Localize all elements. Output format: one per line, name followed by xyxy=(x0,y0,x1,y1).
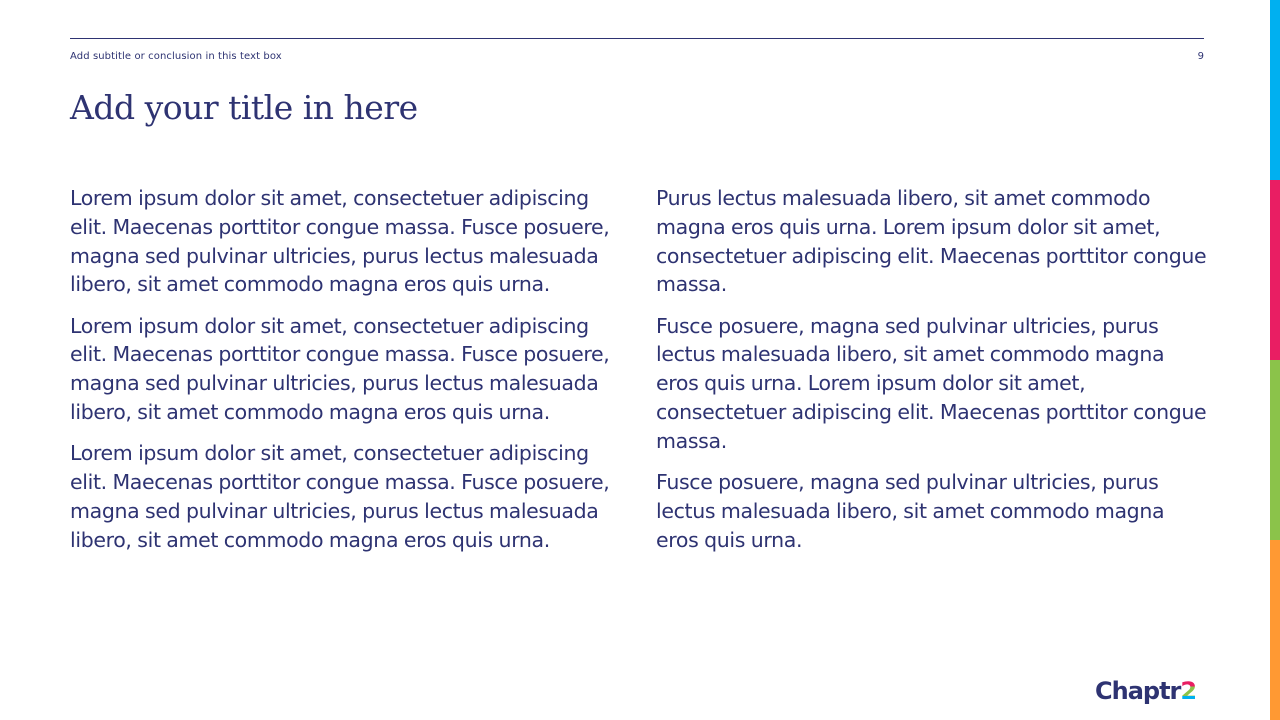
header-divider xyxy=(70,38,1204,39)
page-number: 9 xyxy=(1197,51,1204,62)
right-text-column xyxy=(656,184,1208,567)
stripe-pink xyxy=(1270,180,1280,360)
color-stripe-bar xyxy=(1270,0,1280,720)
logo-wordmark: Chaptr xyxy=(1095,677,1181,705)
left-paragraph-3: Lorem ipsum dolor sit amet, consectetuer adipiscing elit. Maecenas porttitor congue massa. Fusce posuere, magna sed pulvinar ultricies, purus lectus malesuada libero, sit amet commodo magna eros quis urna. xyxy=(70,441,610,552)
chaptr2-logo xyxy=(1095,677,1196,711)
slide-subtitle: Add subtitle or conclusion in this text box xyxy=(70,51,282,62)
right-paragraph-3: Fusce posuere, magna sed pulvinar ultricies, purus lectus malesuada libero, sit amet commodo magna eros quis urna. xyxy=(656,470,1165,552)
left-paragraph-2: Lorem ipsum dolor sit amet, consectetuer adipiscing elit. Maecenas porttitor congue massa. Fusce posuere, magna sed pulvinar ultricies, purus lectus malesuada libero, sit amet commodo magna eros quis urna. xyxy=(70,313,610,425)
stripe-green xyxy=(1270,360,1280,540)
right-paragraph-2: Fusce posuere, magna sed pulvinar ultricies, purus lectus malesuada libero, sit amet commodo magna eros quis urna. Lorem ipsum dolor sit amet, consectetuer adipiscing elit. Maecenas porttitor congue massa. xyxy=(656,313,1207,453)
logo-digit: 2 xyxy=(1180,677,1197,705)
slide-title: Add your title in here xyxy=(70,88,418,127)
right-paragraph-1: Purus lectus malesuada libero, sit amet commodo magna eros quis urna. Lorem ipsum dolor sit amet, consectetuer adipiscing elit. Maecenas porttitor congue massa. xyxy=(656,186,1207,297)
stripe-blue xyxy=(1270,0,1280,180)
left-text-column xyxy=(70,184,622,567)
stripe-orange xyxy=(1270,540,1280,720)
left-paragraph-1: Lorem ipsum dolor sit amet, consectetuer adipiscing elit. Maecenas porttitor congue massa. Fusce posuere, magna sed pulvinar ultricies, purus lectus malesuada libero, sit amet commodo magna eros quis urna. xyxy=(70,186,610,297)
